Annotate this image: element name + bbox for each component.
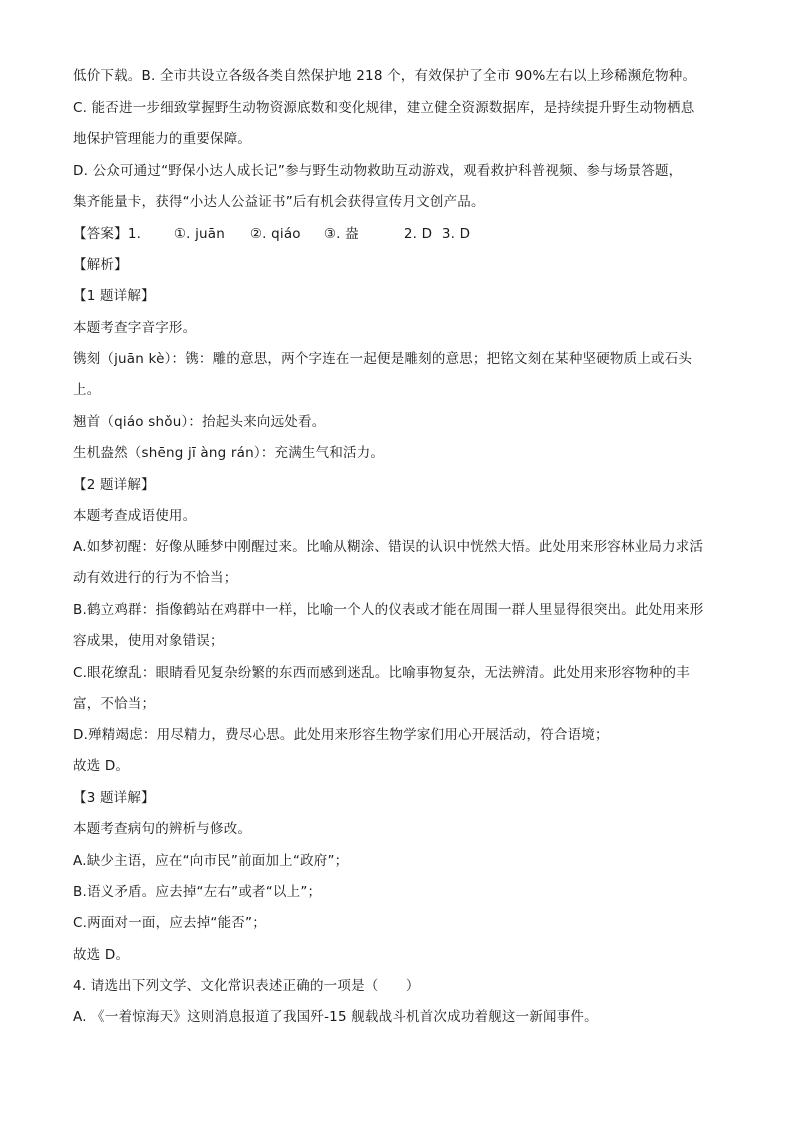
q2-line: 容成果，使用对象错误； xyxy=(73,633,224,649)
q1-header: 【1 题详解】 xyxy=(73,288,155,304)
answer-part: 1. xyxy=(127,226,142,242)
q4-question: 4. 请选出下列文学、文化常识表述正确的一项是（ ） xyxy=(73,978,420,994)
q2-header: 【2 题详解】 xyxy=(73,477,155,493)
q2-line: D.殚精竭虑：用尽精力，费尽心思。此处用来形容生物学家们用心开展活动，符合语境； xyxy=(73,727,609,743)
answer-part: ②. qiáo xyxy=(249,226,301,242)
q3-header: 【3 题详解】 xyxy=(73,790,155,806)
q3-line: B.语义矛盾。应去掉“左右”或者“以上”； xyxy=(73,884,322,900)
answer-part: 2. D xyxy=(403,226,433,242)
q2-line: 富，不恰当； xyxy=(73,696,156,712)
q2-intro: 本题考查成语使用。 xyxy=(73,508,197,524)
q3-line: A.缺少主语，应在“向市民”前面加上“政府”； xyxy=(73,853,349,869)
q3-line: 故选 D。 xyxy=(73,947,130,963)
answer-part: 3. D xyxy=(441,226,471,242)
q1-line: 镌刻（juān kè）：镌：雕的意思，两个字连在一起便是雕刻的意思；把铭文刻在某种坚硬物质上或石头 xyxy=(73,351,693,367)
q2-line: C.眼花缭乱：眼睛看见复杂纷繁的东西而感到迷乱。比喻事物复杂，无法辨清。此处用来形容物种的丰 xyxy=(73,665,690,681)
answer-part: ③. 盎 xyxy=(323,226,359,242)
q2-line: 动有效进行的行为不恰当； xyxy=(73,570,238,586)
answer-row xyxy=(73,224,723,244)
q1-line: 上。 xyxy=(73,382,101,398)
answer-part: ①. juān xyxy=(173,226,226,242)
text-line: 低价下载。B. 全市共设立各级各类自然保护地 218 个，有效保护了全市 90%左右以上珍稀濒危物种。 xyxy=(73,68,697,84)
text-line: 集齐能量卡，获得“小达人公益证书”后有机会获得宣传月文创产品。 xyxy=(73,194,485,210)
q2-line: B.鹤立鸡群：指像鹤站在鸡群中一样，比喻一个人的仪表或才能在周围一群人里显得很突出。此处用来形 xyxy=(73,602,704,618)
q1-line: 翘首（qiáo shǒu）：抬起头来向远处看。 xyxy=(73,414,326,430)
answer-label: 【答案】 xyxy=(73,226,128,242)
q2-line: A.如梦初醒：好像从睡梦中刚醒过来。比喻从糊涂、错误的认识中恍然大悟。此处用来形容林业局力求活 xyxy=(73,539,704,555)
text-line: D. 公众可通过“野保小达人成长记”参与野生动物救助互动游戏，观看救护科普视频、参与场景答题， xyxy=(73,163,683,179)
text-line: C. 能否进一步细致掌握野生动物资源底数和变化规律，建立健全资源数据库，是持续提升野生动物栖息 xyxy=(73,100,695,116)
q3-line: C.两面对一面，应去掉“能否”； xyxy=(73,915,266,931)
text-line: 地保护管理能力的重要保障。 xyxy=(73,131,252,147)
q2-line: 故选 D。 xyxy=(73,758,130,774)
q1-line: 生机盎然（shēng jī àng rán）：充满生气和活力。 xyxy=(73,445,385,461)
analysis-label: 【解析】 xyxy=(73,257,128,273)
q1-intro: 本题考查字音字形。 xyxy=(73,320,197,336)
q3-intro: 本题考查病句的辨析与修改。 xyxy=(73,821,252,837)
q4-option-a: A. 《一着惊海天》这则消息报道了我国歼-15 舰载战斗机首次成功着舰这一新闻事件。 xyxy=(73,1009,598,1025)
